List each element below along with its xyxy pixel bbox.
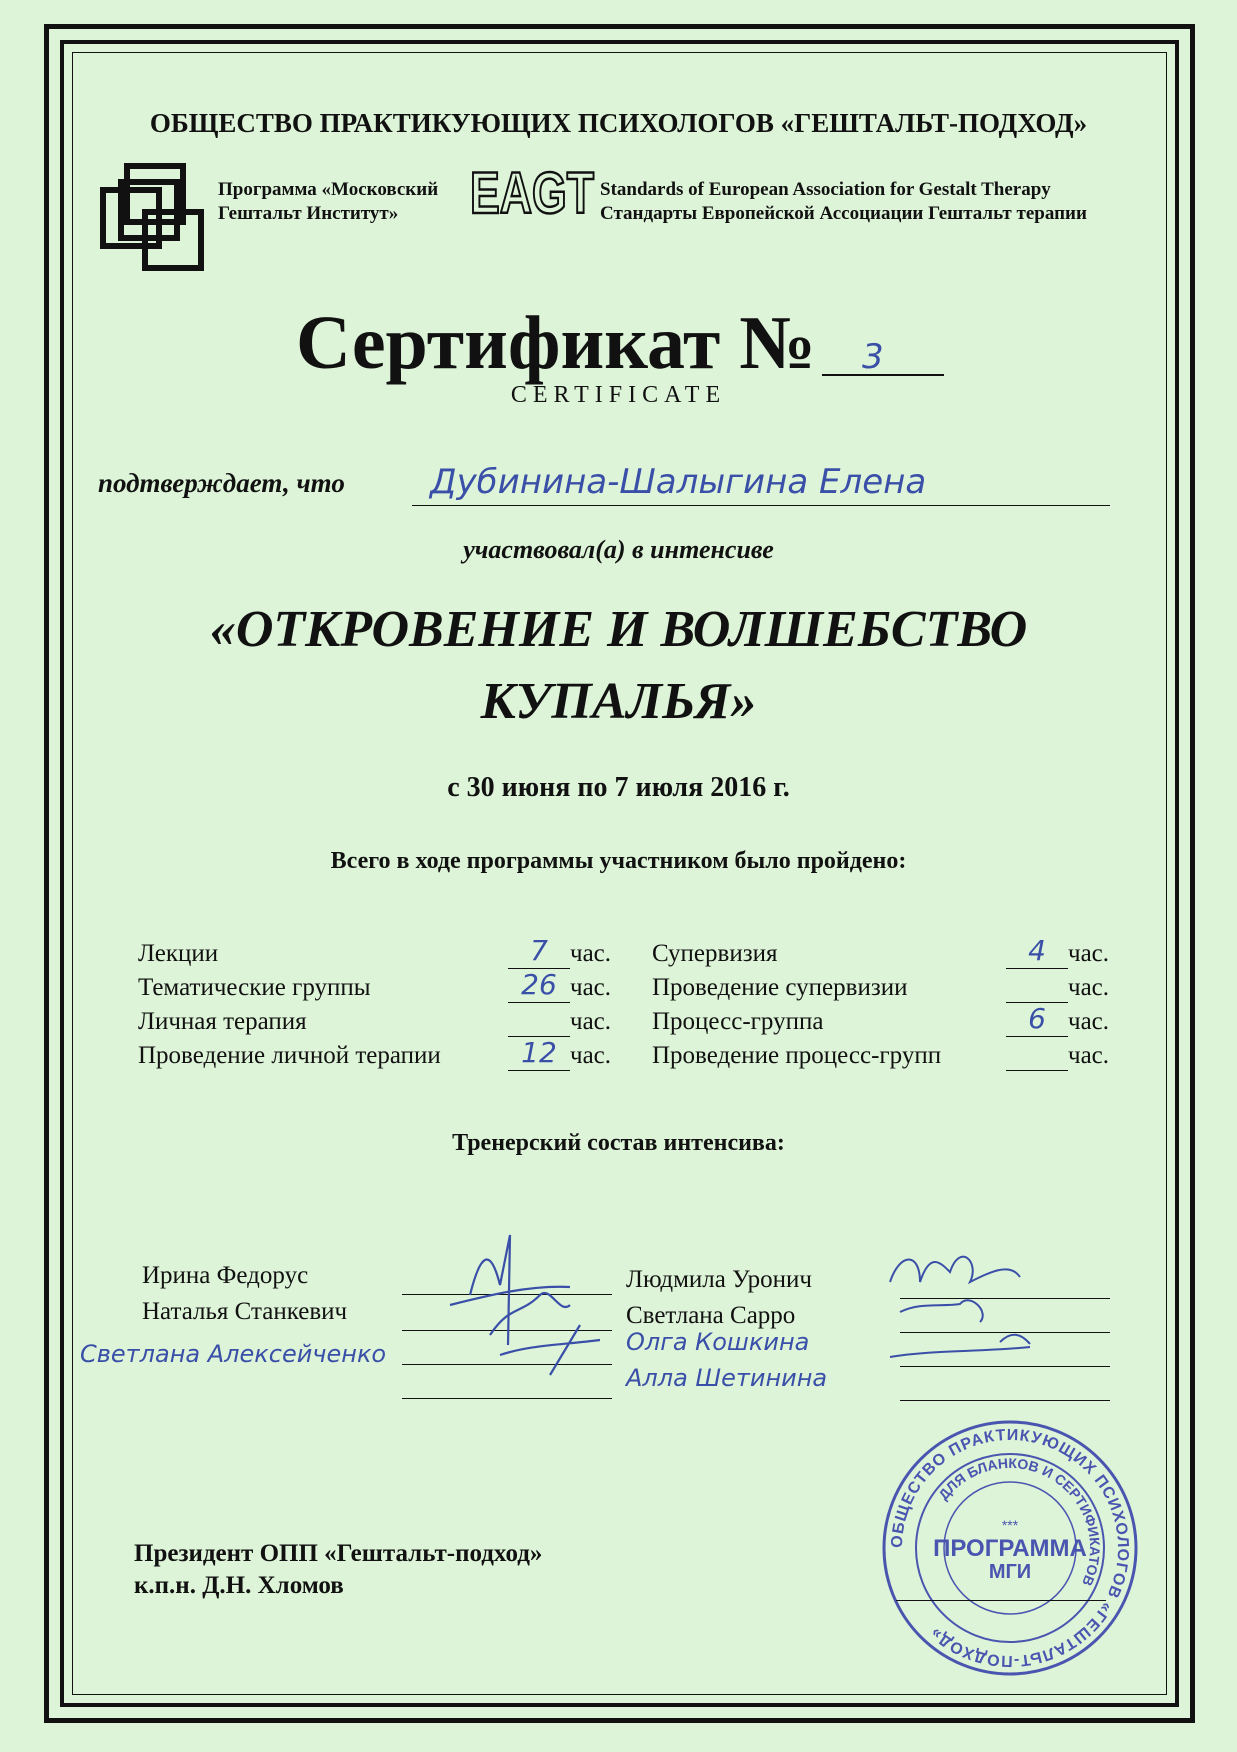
trainer-name: Ирина Федорус: [142, 1262, 309, 1289]
hours-label: Лекции: [138, 940, 219, 967]
hours-label: Супервизия: [652, 940, 778, 967]
signature-fedorus: [430, 1225, 610, 1405]
standards: [600, 178, 1087, 226]
president-signature-line: [896, 1600, 1106, 1601]
hours-value: 26: [508, 968, 570, 1003]
hours-unit: час.: [1068, 974, 1110, 1001]
hours-value: 4: [1006, 934, 1068, 969]
hours-value: 12: [508, 1036, 570, 1071]
hours-label: Проведение личной терапии: [138, 1042, 441, 1069]
organization-stamp: [880, 1418, 1140, 1678]
trainers-title: Тренерский состав интенсива:: [452, 1130, 785, 1156]
eagt-logo-text: EAGT: [470, 161, 594, 226]
hours-value: [508, 1002, 570, 1037]
event-title-line-1: «ОТКРОВЕНИЕ И ВОЛШЕБСТВО: [209, 601, 1028, 658]
eagt-logo: [468, 161, 598, 226]
hours-label: Личная терапия: [138, 1008, 307, 1035]
hours-value: [1006, 968, 1068, 1003]
certificate-title: Сертификат №: [296, 301, 816, 385]
hours-unit: час.: [1068, 1042, 1110, 1069]
stamp-inner-text: ДЛЯ БЛАНКОВ И СЕРТИФИКАТОВ: [935, 1454, 1104, 1589]
standards-ru: Стандарты Европейской Ассоциации Гештальт терапии: [600, 203, 1087, 224]
trainer-handwritten-name: Алла Шетинина: [626, 1364, 828, 1392]
stamp-stars: ***: [1001, 1517, 1019, 1533]
stamp-outer-text: ОБЩЕСТВО ПРАКТИКУЮЩИХ ПСИХОЛОГОВ «ГЕШТАЛЬТ-ПОДХОД»: [888, 1426, 1132, 1670]
hours-unit: час.: [1068, 1008, 1110, 1035]
standards-en: Standards of European Association for Gestalt Therapy: [600, 179, 1051, 200]
trainer-handwritten-name: Светлана Алексейченко: [80, 1340, 387, 1368]
society-title: ОБЩЕСТВО ПРАКТИКУЮЩИХ ПСИХОЛОГОВ «ГЕШТАЛЬТ-ПОДХОД»: [149, 108, 1088, 138]
president-block: [134, 1538, 542, 1602]
hours-unit: час.: [570, 1042, 612, 1069]
hours-value: 7: [508, 934, 570, 969]
program-line-2: Гештальт Институт»: [218, 203, 399, 224]
total-intro: Всего в ходе программы участником было пройдено:: [330, 848, 907, 874]
hours-unit: час.: [570, 940, 612, 967]
recipient-name: Дубинина-Шалыгина Елена: [430, 462, 927, 502]
hours-label: Тематические группы: [138, 974, 371, 1001]
certificate-title-en: CERTIFICATE: [510, 382, 727, 408]
trainer-handwritten-name: Олга Кошкина: [626, 1328, 810, 1356]
certificate-number: 3: [862, 337, 884, 377]
program-name: [218, 178, 438, 226]
hours-row-conducting-therapy: [138, 1036, 618, 1076]
trainer-name: Людмила Уронич: [626, 1266, 812, 1293]
squares-logo-icon: [97, 160, 209, 272]
participated-text: участвовал(а) в интенсиве: [463, 535, 774, 564]
president-title: Президент ОПП «Гештальт-подход»: [134, 1540, 543, 1567]
program-line-1: Программа «Московский: [218, 179, 439, 200]
event-title-line-2: КУПАЛЬЯ»: [480, 673, 757, 730]
trainer-name: Наталья Станкевич: [142, 1298, 348, 1325]
president-name: к.п.н. Д.Н. Хломов: [134, 1572, 344, 1599]
trainer-name: Светлана Сарро: [626, 1302, 796, 1329]
hours-unit: час.: [1068, 940, 1110, 967]
signature-line: [900, 1400, 1110, 1401]
hours-row-conducting-process-groups: [652, 1042, 1122, 1076]
confirms-text: подтверждает, что: [98, 468, 345, 498]
hours-value: 6: [1006, 1002, 1068, 1037]
stamp-center-line-2: МГИ: [988, 1561, 1032, 1583]
stamp-center-line-1: ПРОГРАММА: [933, 1535, 1087, 1562]
hours-unit: час.: [570, 1008, 612, 1035]
recipient-line: [412, 505, 1110, 506]
hours-value: [1006, 1036, 1068, 1071]
hours-unit: час.: [570, 974, 612, 1001]
signature-uronich: [880, 1232, 1060, 1382]
hours-label: Процесс-группа: [652, 1008, 824, 1035]
hours-label: Проведение супервизии: [652, 974, 908, 1001]
event-dates: с 30 июня по 7 июля 2016 г.: [447, 772, 790, 803]
hours-label: Проведение процесс-групп: [652, 1042, 942, 1069]
